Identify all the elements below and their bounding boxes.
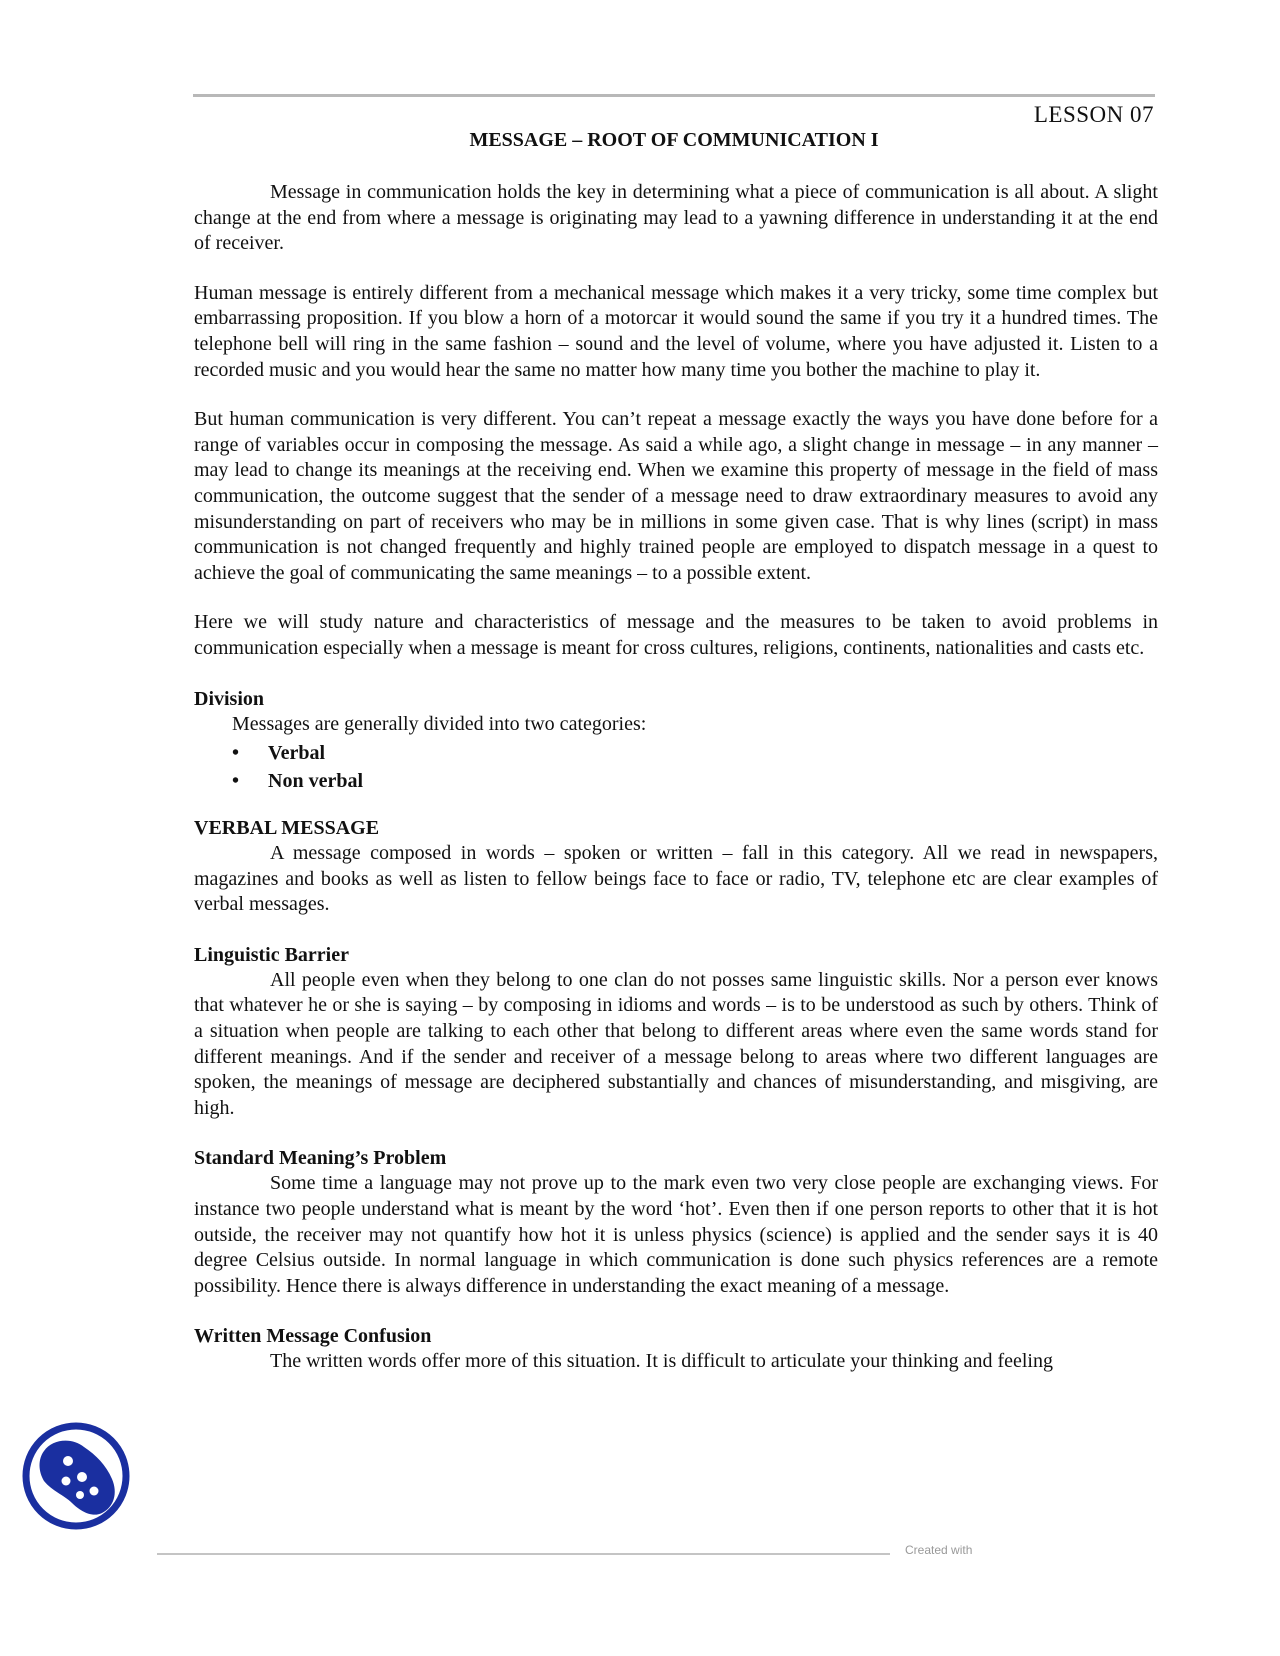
paragraph-human-communication: But human communication is very different. You can’t repeat a message exactly the ways you have done before for a range of variables occur in composing the message. As said a while ago, a slight change in message – in any manner – may lead to change its meanings at the receiving end. When we examine this property of message in the field of mass communication, the outcome suggest that the sender of a message need to draw extraordinary measures to avoid any misunderstanding on part of receivers who may be in millions in some given case. That is why lines (script) in mass communication is not changed frequently and highly trained people are employed to dispatch message in a quest to achieve the goal of communicating the same meanings – to a possible extent. xyxy=(194,408,1158,584)
list-item: • Verbal xyxy=(232,739,1158,767)
heading-verbal-message: VERBAL MESSAGE xyxy=(194,817,380,840)
paragraph-human-message: Human message is entirely different from a mechanical message which makes it a very tricky, some time complex but embarrassing proposition. If you blow a horn of a motorcar it would sound the same if you try it a hundred times. The telephone bell will ring in the same fashion – sound and the level of volume, where you have adjusted it. Listen to a recorded music and you would hear the same no matter how many time you bother the machine to play it. xyxy=(194,281,1158,381)
paragraph-study-scope: Here we will study nature and characteristics of message and the measures to be taken to avoid problems in communication especially when a message is meant for cross cultures, religions, continents, nationalities and casts etc. xyxy=(194,611,1158,659)
page-title: MESSAGE – ROOT OF COMMUNICATION I xyxy=(469,129,879,151)
list-item: • Non verbal xyxy=(232,767,1158,795)
logo-badge-icon xyxy=(22,1421,130,1531)
created-with-label: Created with xyxy=(905,1543,973,1557)
lesson-number: LESSON 07 xyxy=(1033,102,1154,127)
paragraph-written-confusion: The written words offer more of this situation. It is difficult to articulate your thinking and feeling xyxy=(270,1350,1053,1373)
heading-standard-meaning: Standard Meaning’s Problem xyxy=(194,1147,447,1170)
heading-division: Division xyxy=(194,687,265,710)
category-list xyxy=(194,739,1158,795)
heading-written-confusion: Written Message Confusion xyxy=(194,1325,432,1348)
paragraph-linguistic-barrier: All people even when they belong to one clan do not posses same linguistic skills. Nor a person ever knows that whatever he or she is saying – by composing in idioms and words – is to be understood as such by others. Think of a situation when people are talking to each other that belong to different areas where even the same words stand for different meanings. And if the sender and receiver of a message belong to areas where two different languages are spoken, the meanings of message are deciphered substantially and chances of misunderstanding, and misgiving, are high. xyxy=(194,968,1158,1119)
footer-rule xyxy=(157,1553,890,1555)
paragraph-intro: Message in communication holds the key in determining what a piece of communication is all about. A slight change at the end from where a message is originating may lead to a yawning difference in understanding it at the end of receiver. xyxy=(194,181,1158,255)
division-lead: Messages are generally divided into two categories: xyxy=(232,712,647,735)
paragraph-standard-meaning: Some time a language may not prove up to the mark even two very close people are exchanging views. For instance two people understand what is meant by the word ‘hot’. Even then if one person reports to other that it is hot outside, the receiver may not quantify how hot it is unless physics (science) is applied and the sender says it is 40 degree Celsius outside. In normal language in which communication is done such physics references are a remote possibility. Hence there is always difference in understanding the exact meaning of a message. xyxy=(194,1172,1158,1297)
header-rule xyxy=(193,94,1155,97)
paragraph-verbal-message: A message composed in words – spoken or written – fall in this category. All we read in newspapers, magazines and books as well as listen to fellow beings face to face or radio, TV, telephone etc are clear examples of verbal messages. xyxy=(194,842,1158,916)
document-body xyxy=(194,180,1158,1397)
heading-linguistic-barrier: Linguistic Barrier xyxy=(194,943,349,966)
